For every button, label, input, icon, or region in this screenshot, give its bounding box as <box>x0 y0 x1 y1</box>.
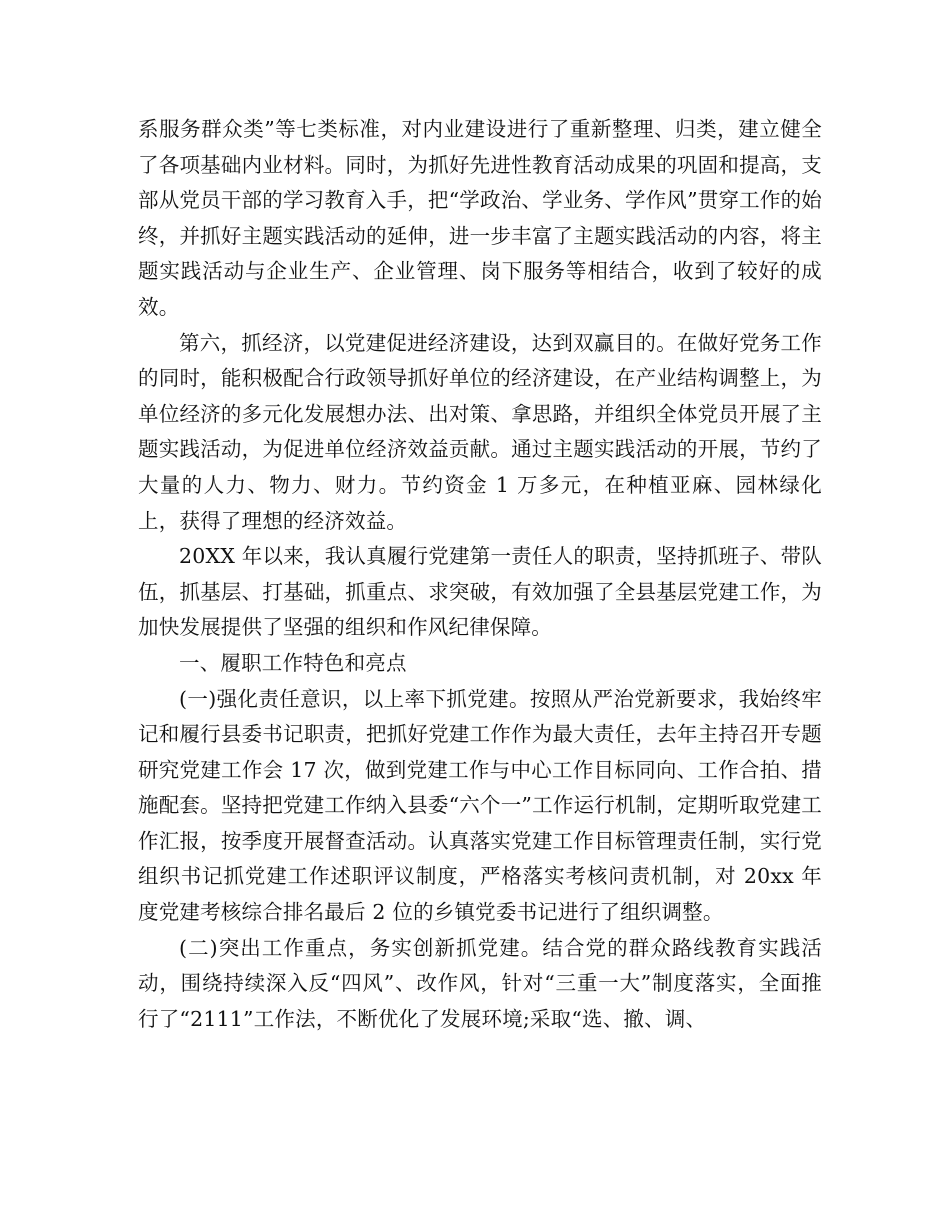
section-heading: 一、履职工作特色和亮点 <box>179 650 407 675</box>
document-page <box>138 112 822 1037</box>
paragraph-3: 20XX 年以来，我认真履行党建第一责任人的职责，坚持抓班子、带队伍，抓基层、打基础，抓重点、求突破，有效加强了全县基层党建工作，为加快发展提供了坚强的组织和作风纪律保障。 <box>138 544 822 640</box>
paragraph-4: (一)强化责任意识，以上率下抓党建。按照从严治党新要求，我始终牢记和履行县委书记职责，把抓好党建工作作为最大责任，去年主持召开专题研究党建工作会 17 次，做到党建工作与中心工作目标同向、工作合拍、措施配套。坚持把党建工作纳入县委“六个一”工作运行机制，定期听取党建工作汇报，按季度开展督查活动。认真落实党建工作目标管理责任制，实行党组织书记抓党建工作述职评议制度，严格落实考核问责机制，对 20xx 年度党建考核综合排名最后 2 位的乡镇党委书记进行了组织调整。 <box>138 686 822 925</box>
paragraph-5: (二)突出工作重点，务实创新抓党建。结合党的群众路线教育实践活动，围绕持续深入反“四风”、改作风，针对“三重一大”制度落实，全面推行了“2111”工作法，不断优化了发展环境;采取“选、撤、调、 <box>138 935 822 1031</box>
paragraph-1: 系服务群众类”等七类标准，对内业建设进行了重新整理、归类，建立健全了各项基础内业材料。同时，为抓好先进性教育活动成果的巩固和提高，支部从党员干部的学习教育入手，把“学政治、学业务、学作风”贯穿工作的始终，并抓好主题实践活动的延伸，进一步丰富了主题实践活动的内容，将主题实践活动与企业生产、企业管理、岗下服务等相结合，收到了较好的成效。 <box>138 117 822 319</box>
paragraph-2: 第六，抓经济，以党建促进经济建设，达到双赢目的。在做好党务工作的同时，能积极配合行政领导抓好单位的经济建设，在产业结构调整上，为单位经济的多元化发展想办法、出对策、拿思路，并组织全体党员开展了主题实践活动，为促进单位经济效益贡献。通过主题实践活动的开展，节约了大量的人力、物力、财力。节约资金 1 万多元，在种植亚麻、园林绿化上，获得了理想的经济效益。 <box>138 330 822 533</box>
